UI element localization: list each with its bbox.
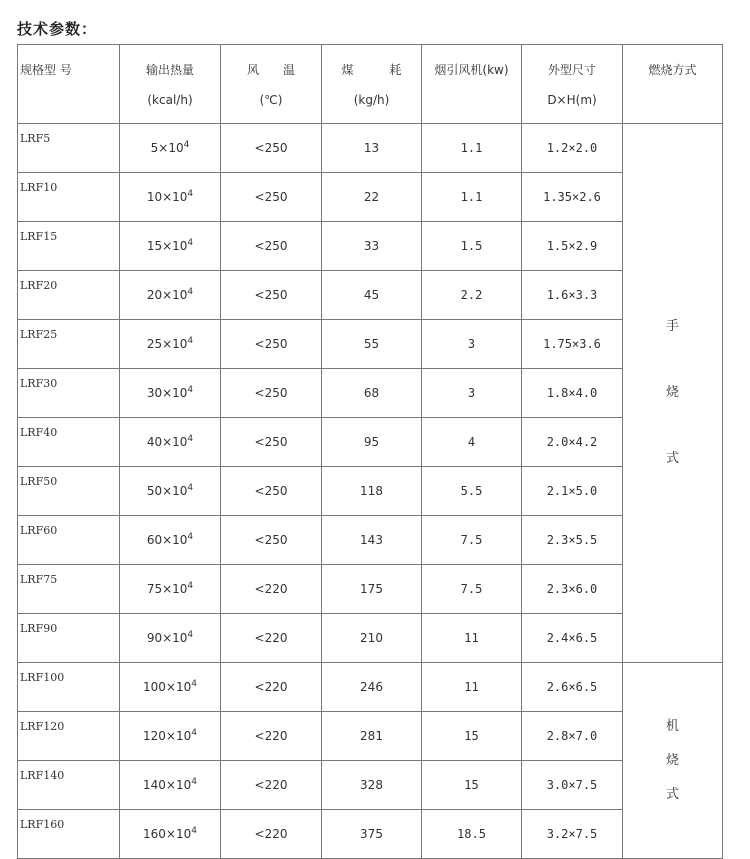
burn-method-char: 烧 <box>665 385 679 400</box>
coal-use-cell <box>322 712 422 761</box>
table-row <box>18 222 723 271</box>
fan-power-cell <box>422 173 522 222</box>
heat-base: 15×10 <box>146 239 188 253</box>
dimensions-cell <box>522 320 623 369</box>
coal-use-cell <box>322 271 422 320</box>
air-temp-value: <250 <box>254 484 288 498</box>
fan-power-value: 3 <box>467 386 476 400</box>
heat-exponent: 4 <box>187 189 194 199</box>
model-cell <box>18 712 120 761</box>
dimensions-cell <box>522 761 623 810</box>
fan-power-value: 1.1 <box>460 190 483 204</box>
fan-power-cell <box>422 712 522 761</box>
air-temp-value: <220 <box>254 827 288 841</box>
coal-use-value: 281 <box>360 729 383 743</box>
air-temp-cell <box>221 173 322 222</box>
fan-power-value: 7.5 <box>460 533 483 547</box>
heat-output-cell <box>120 810 221 859</box>
air-temp-cell <box>221 418 322 467</box>
fan-power-cell <box>422 467 522 516</box>
coal-use-value: 246 <box>360 680 383 694</box>
heat-base: 120×10 <box>143 729 192 743</box>
air-temp-value: <250 <box>254 141 288 155</box>
dimensions-value: 1.6×3.3 <box>546 288 598 302</box>
coal-use-value: 95 <box>363 435 380 449</box>
fan-power-cell <box>422 320 522 369</box>
burn-method-cell <box>623 124 723 663</box>
burn-method-char: 式 <box>665 786 679 802</box>
header-burn-method: 燃烧方式 <box>623 45 723 124</box>
table-row <box>18 320 723 369</box>
table-row <box>18 516 723 565</box>
model-cell <box>18 418 120 467</box>
coal-use-cell <box>322 124 422 173</box>
dimensions-value: 2.3×5.5 <box>546 533 598 547</box>
dimensions-cell <box>522 810 623 859</box>
model-cell <box>18 222 120 271</box>
header-row <box>18 45 723 124</box>
heat-output-cell <box>120 712 221 761</box>
dimensions-value: 2.0×4.2 <box>546 435 598 449</box>
header-dimensions: 外型尺寸 D×H(m) <box>522 45 623 124</box>
heat-base: 10×10 <box>146 190 188 204</box>
heat-exponent: 4 <box>191 777 197 787</box>
dimensions-cell <box>522 565 623 614</box>
header-model: 规格型 号 <box>18 45 120 124</box>
fan-power-cell <box>422 418 522 467</box>
model-label: LRF40 <box>20 426 58 439</box>
air-temp-value: <220 <box>254 631 288 645</box>
dimensions-cell <box>522 369 623 418</box>
table-row <box>18 614 723 663</box>
fan-power-value: 11 <box>464 631 479 645</box>
air-temp-value: <220 <box>254 778 288 792</box>
dimensions-value: 1.8×4.0 <box>546 386 598 400</box>
heat-base: 75×10 <box>146 582 188 596</box>
heat-output-cell <box>120 320 221 369</box>
model-label: LRF30 <box>20 377 58 390</box>
air-temp-cell <box>221 565 322 614</box>
coal-use-value: 328 <box>360 778 383 792</box>
dimensions-value: 1.5×2.9 <box>546 239 598 253</box>
air-temp-cell <box>221 516 322 565</box>
model-label: LRF50 <box>20 475 58 488</box>
coal-use-value: 45 <box>363 288 380 302</box>
coal-use-value: 13 <box>363 141 380 155</box>
model-label: LRF140 <box>20 769 65 782</box>
air-temp-cell <box>221 663 322 712</box>
dimensions-cell <box>522 173 623 222</box>
fan-power-cell <box>422 565 522 614</box>
heat-base: 100×10 <box>143 680 192 694</box>
fan-power-value: 18.5 <box>457 827 486 841</box>
header-heat-output: 输出热量 (kcal/h) <box>120 45 221 124</box>
model-cell <box>18 663 120 712</box>
air-temp-value: <250 <box>254 337 288 351</box>
air-temp-value: <250 <box>254 533 288 547</box>
fan-power-value: 5.5 <box>460 484 483 498</box>
table-row <box>18 369 723 418</box>
heat-output-cell <box>120 663 221 712</box>
air-temp-cell <box>221 222 322 271</box>
heat-base: 90×10 <box>146 631 188 645</box>
model-cell <box>18 516 120 565</box>
air-temp-value: <250 <box>254 288 288 302</box>
table-row <box>18 271 723 320</box>
heat-output-cell <box>120 467 221 516</box>
fan-power-cell <box>422 614 522 663</box>
air-temp-cell <box>221 810 322 859</box>
fan-power-value: 4 <box>467 435 476 449</box>
heat-output-cell <box>120 173 221 222</box>
coal-use-cell <box>322 810 422 859</box>
heat-exponent: 4 <box>187 238 194 248</box>
air-temp-value: <220 <box>254 582 288 596</box>
burn-method-cell <box>623 663 723 859</box>
heat-base: 5×10 <box>150 141 184 155</box>
heat-base: 25×10 <box>146 337 188 351</box>
model-label: LRF90 <box>20 622 58 635</box>
air-temp-cell <box>221 369 322 418</box>
air-temp-cell <box>221 320 322 369</box>
dimensions-value: 3.0×7.5 <box>546 778 598 792</box>
coal-use-cell <box>322 761 422 810</box>
fan-power-cell <box>422 124 522 173</box>
air-temp-cell <box>221 614 322 663</box>
heat-exponent: 4 <box>183 140 190 150</box>
dimensions-cell <box>522 222 623 271</box>
coal-use-value: 143 <box>360 533 383 547</box>
coal-use-cell <box>322 467 422 516</box>
fan-power-cell <box>422 663 522 712</box>
heat-output-cell <box>120 222 221 271</box>
fan-power-cell <box>422 222 522 271</box>
coal-use-value: 33 <box>363 239 380 253</box>
model-label: LRF75 <box>20 573 58 586</box>
dimensions-cell <box>522 614 623 663</box>
coal-use-value: 68 <box>363 386 380 400</box>
dimensions-value: 2.6×6.5 <box>546 680 598 694</box>
coal-use-cell <box>322 516 422 565</box>
heat-output-cell <box>120 761 221 810</box>
fan-power-cell <box>422 810 522 859</box>
header-air-temp: 风 温 (℃) <box>221 45 322 124</box>
dimensions-value: 2.8×7.0 <box>546 729 598 743</box>
burn-method-char: 手 <box>665 319 679 334</box>
heat-exponent: 4 <box>191 728 197 738</box>
dimensions-cell <box>522 712 623 761</box>
heat-base: 20×10 <box>146 288 188 302</box>
fan-power-value: 1.1 <box>460 141 483 155</box>
fan-power-value: 11 <box>464 680 479 694</box>
dimensions-value: 2.4×6.5 <box>546 631 598 645</box>
dimensions-cell <box>522 271 623 320</box>
coal-use-value: 175 <box>360 582 383 596</box>
header-fan-power: 烟引风机(kw) <box>422 45 522 124</box>
heat-base: 40×10 <box>146 435 188 449</box>
coal-use-value: 118 <box>360 484 383 498</box>
coal-use-cell <box>322 369 422 418</box>
model-label: LRF15 <box>20 230 58 243</box>
dimensions-cell <box>522 418 623 467</box>
model-label: LRF10 <box>20 181 58 194</box>
heat-exponent: 4 <box>187 532 194 542</box>
model-cell <box>18 467 120 516</box>
dimensions-cell <box>522 516 623 565</box>
dimensions-cell <box>522 467 623 516</box>
dimensions-value: 3.2×7.5 <box>546 827 598 841</box>
heat-output-cell <box>120 516 221 565</box>
heat-base: 160×10 <box>143 827 192 841</box>
table-row <box>18 761 723 810</box>
fan-power-cell <box>422 516 522 565</box>
model-label: LRF60 <box>20 524 58 537</box>
heat-base: 140×10 <box>143 778 192 792</box>
fan-power-value: 2.2 <box>460 288 483 302</box>
heat-output-cell <box>120 614 221 663</box>
fan-power-value: 7.5 <box>460 582 483 596</box>
table-row <box>18 173 723 222</box>
coal-use-cell <box>322 320 422 369</box>
heat-output-cell <box>120 271 221 320</box>
model-cell <box>18 761 120 810</box>
table-row <box>18 467 723 516</box>
heat-exponent: 4 <box>187 630 194 640</box>
coal-use-cell <box>322 418 422 467</box>
air-temp-value: <250 <box>254 386 288 400</box>
coal-use-value: 375 <box>360 827 383 841</box>
air-temp-cell <box>221 271 322 320</box>
table-row <box>18 565 723 614</box>
coal-use-value: 210 <box>360 631 383 645</box>
model-cell <box>18 810 120 859</box>
heat-output-cell <box>120 565 221 614</box>
model-label: LRF100 <box>20 671 65 684</box>
air-temp-cell <box>221 124 322 173</box>
fan-power-value: 15 <box>464 778 479 792</box>
air-temp-value: <220 <box>254 729 288 743</box>
coal-use-value: 55 <box>363 337 380 351</box>
model-label: LRF25 <box>20 328 58 341</box>
burn-method-char: 机 <box>665 718 679 734</box>
model-cell <box>18 320 120 369</box>
air-temp-value: <250 <box>254 190 288 204</box>
table-row <box>18 810 723 859</box>
model-label: LRF5 <box>20 132 51 145</box>
heat-output-cell <box>120 124 221 173</box>
dimensions-value: 1.35×2.6 <box>543 190 601 204</box>
air-temp-value: <250 <box>254 239 288 253</box>
page-title: 技术参数： <box>17 20 98 38</box>
model-cell <box>18 565 120 614</box>
heat-exponent: 4 <box>187 336 194 346</box>
heat-exponent: 4 <box>187 483 194 493</box>
fan-power-cell <box>422 761 522 810</box>
dimensions-cell <box>522 663 623 712</box>
air-temp-value: <220 <box>254 680 288 694</box>
air-temp-cell <box>221 467 322 516</box>
coal-use-cell <box>322 663 422 712</box>
dimensions-value: 2.3×6.0 <box>546 582 598 596</box>
fan-power-value: 3 <box>467 337 476 351</box>
fan-power-value: 1.5 <box>460 239 483 253</box>
table-row <box>18 663 723 712</box>
fan-power-cell <box>422 369 522 418</box>
coal-use-value: 22 <box>363 190 380 204</box>
coal-use-cell <box>322 173 422 222</box>
table-row <box>18 124 723 173</box>
fan-power-cell <box>422 271 522 320</box>
burn-method-char: 烧 <box>665 752 679 768</box>
model-label: LRF20 <box>20 279 58 292</box>
heat-output-cell <box>120 369 221 418</box>
coal-use-cell <box>322 614 422 663</box>
table-row <box>18 418 723 467</box>
coal-use-cell <box>322 222 422 271</box>
model-cell <box>18 369 120 418</box>
model-cell <box>18 173 120 222</box>
spec-table <box>17 44 723 859</box>
air-temp-cell <box>221 712 322 761</box>
burn-method-char: 式 <box>665 451 679 466</box>
model-cell <box>18 614 120 663</box>
heat-exponent: 4 <box>187 385 194 395</box>
model-label: LRF120 <box>20 720 65 733</box>
heat-base: 60×10 <box>146 533 188 547</box>
fan-power-value: 15 <box>464 729 479 743</box>
model-cell <box>18 271 120 320</box>
heat-exponent: 4 <box>191 679 197 689</box>
heat-base: 50×10 <box>146 484 188 498</box>
dimensions-cell <box>522 124 623 173</box>
model-cell <box>18 124 120 173</box>
coal-use-cell <box>322 565 422 614</box>
heat-base: 30×10 <box>146 386 188 400</box>
heat-exponent: 4 <box>187 434 194 444</box>
air-temp-value: <250 <box>254 435 288 449</box>
header-coal-use: 煤 耗 (kg/h) <box>322 45 422 124</box>
heat-exponent: 4 <box>187 581 194 591</box>
dimensions-value: 1.75×3.6 <box>543 337 601 351</box>
heat-exponent: 4 <box>187 287 194 297</box>
table-row <box>18 712 723 761</box>
dimensions-value: 1.2×2.0 <box>546 141 598 155</box>
air-temp-cell <box>221 761 322 810</box>
dimensions-value: 2.1×5.0 <box>546 484 598 498</box>
heat-exponent: 4 <box>191 826 197 836</box>
model-label: LRF160 <box>20 818 65 831</box>
heat-output-cell <box>120 418 221 467</box>
